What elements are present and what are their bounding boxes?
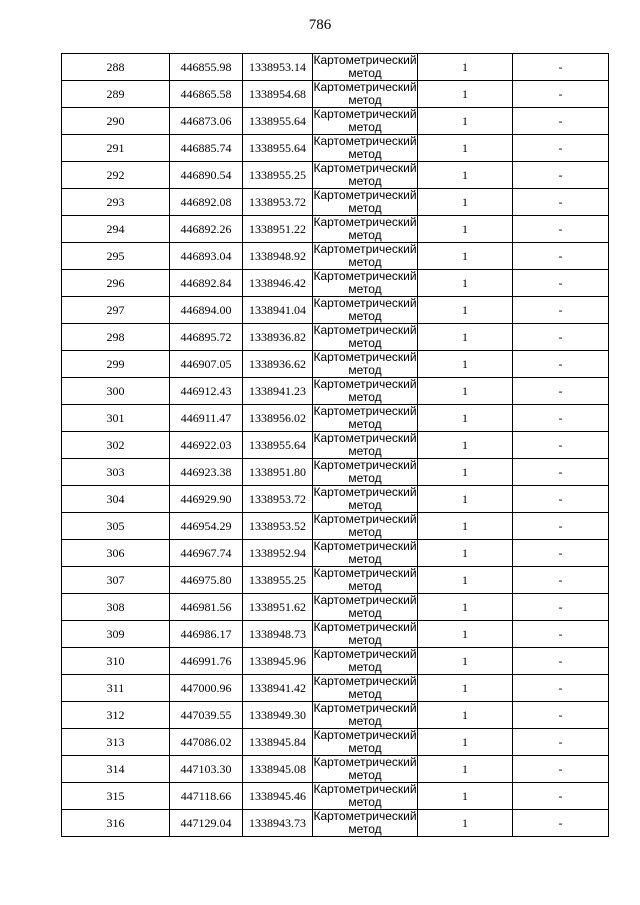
method-line-2: метод <box>348 120 382 134</box>
x-coordinate-cell: 446923.38 <box>170 459 243 486</box>
point-number-cell: 289 <box>62 81 170 108</box>
note-cell: - <box>513 432 609 459</box>
method-cell <box>313 486 418 513</box>
page-number: 786 <box>308 17 332 33</box>
point-number-cell: 300 <box>62 378 170 405</box>
y-coordinate-cell: 1338955.64 <box>243 432 313 459</box>
y-coordinate-cell: 1338955.25 <box>243 162 313 189</box>
note-cell: - <box>513 702 609 729</box>
table-row <box>62 702 609 729</box>
note-cell: - <box>513 756 609 783</box>
x-coordinate-cell: 446890.54 <box>170 162 243 189</box>
table-row <box>62 594 609 621</box>
method-line-2: метод <box>348 390 382 404</box>
y-coordinate-cell: 1338948.92 <box>243 243 313 270</box>
method-cell <box>313 756 418 783</box>
method-line-2: метод <box>348 255 382 269</box>
note-cell: - <box>513 810 609 837</box>
method-cell <box>313 405 418 432</box>
y-coordinate-cell: 1338955.64 <box>243 108 313 135</box>
x-coordinate-cell: 446865.58 <box>170 81 243 108</box>
note-cell: - <box>513 324 609 351</box>
x-coordinate-cell: 446892.26 <box>170 216 243 243</box>
method-cell <box>313 351 418 378</box>
method-line-1: Картометрический <box>313 809 417 823</box>
accuracy-cell: 1 <box>418 513 513 540</box>
method-cell <box>313 648 418 675</box>
note-cell: - <box>513 540 609 567</box>
method-line-2: метод <box>348 768 382 782</box>
x-coordinate-cell: 446892.08 <box>170 189 243 216</box>
method-cell <box>313 702 418 729</box>
coordinates-table <box>61 53 609 837</box>
note-cell: - <box>513 675 609 702</box>
y-coordinate-cell: 1338936.62 <box>243 351 313 378</box>
table-row <box>62 243 609 270</box>
point-number-cell: 299 <box>62 351 170 378</box>
table-row <box>62 135 609 162</box>
point-number-cell: 291 <box>62 135 170 162</box>
accuracy-cell: 1 <box>418 297 513 324</box>
x-coordinate-cell: 446911.47 <box>170 405 243 432</box>
method-line-2: метод <box>348 633 382 647</box>
method-line-1: Картометрический <box>313 674 417 688</box>
note-cell: - <box>513 621 609 648</box>
x-coordinate-cell: 446885.74 <box>170 135 243 162</box>
point-number-cell: 316 <box>62 810 170 837</box>
point-number-cell: 313 <box>62 729 170 756</box>
accuracy-cell: 1 <box>418 351 513 378</box>
y-coordinate-cell: 1338946.42 <box>243 270 313 297</box>
note-cell: - <box>513 567 609 594</box>
accuracy-cell: 1 <box>418 810 513 837</box>
method-line-2: метод <box>348 525 382 539</box>
x-coordinate-cell: 447118.66 <box>170 783 243 810</box>
y-coordinate-cell: 1338951.62 <box>243 594 313 621</box>
x-coordinate-cell: 446967.74 <box>170 540 243 567</box>
method-line-1: Картометрический <box>313 53 417 67</box>
point-number-cell: 294 <box>62 216 170 243</box>
method-line-2: метод <box>348 660 382 674</box>
method-cell <box>313 189 418 216</box>
note-cell: - <box>513 270 609 297</box>
table-row <box>62 108 609 135</box>
point-number-cell: 290 <box>62 108 170 135</box>
method-cell <box>313 540 418 567</box>
method-line-1: Картометрический <box>313 296 417 310</box>
method-line-1: Картометрический <box>313 215 417 229</box>
method-line-1: Картометрический <box>313 512 417 526</box>
x-coordinate-cell: 446975.80 <box>170 567 243 594</box>
y-coordinate-cell: 1338948.73 <box>243 621 313 648</box>
x-coordinate-cell: 446954.29 <box>170 513 243 540</box>
y-coordinate-cell: 1338941.23 <box>243 378 313 405</box>
accuracy-cell: 1 <box>418 756 513 783</box>
method-cell <box>313 567 418 594</box>
method-line-1: Картометрический <box>313 350 417 364</box>
method-line-2: метод <box>348 93 382 107</box>
y-coordinate-cell: 1338953.52 <box>243 513 313 540</box>
note-cell: - <box>513 108 609 135</box>
note-cell: - <box>513 243 609 270</box>
note-cell: - <box>513 648 609 675</box>
y-coordinate-cell: 1338945.96 <box>243 648 313 675</box>
table-row <box>62 675 609 702</box>
accuracy-cell: 1 <box>418 135 513 162</box>
method-cell <box>313 81 418 108</box>
method-line-2: метод <box>348 552 382 566</box>
table-row <box>62 459 609 486</box>
method-line-2: метод <box>348 282 382 296</box>
accuracy-cell: 1 <box>418 270 513 297</box>
method-line-2: метод <box>348 201 382 215</box>
point-number-cell: 304 <box>62 486 170 513</box>
method-line-2: метод <box>348 714 382 728</box>
method-line-2: метод <box>348 687 382 701</box>
method-line-2: метод <box>348 795 382 809</box>
point-number-cell: 292 <box>62 162 170 189</box>
table-row <box>62 297 609 324</box>
point-number-cell: 301 <box>62 405 170 432</box>
y-coordinate-cell: 1338951.22 <box>243 216 313 243</box>
method-line-1: Картометрический <box>313 242 417 256</box>
x-coordinate-cell: 446855.98 <box>170 54 243 81</box>
method-line-1: Картометрический <box>313 647 417 661</box>
table-row <box>62 648 609 675</box>
method-cell <box>313 729 418 756</box>
table-row <box>62 432 609 459</box>
table-row <box>62 783 609 810</box>
point-number-cell: 288 <box>62 54 170 81</box>
accuracy-cell: 1 <box>418 621 513 648</box>
x-coordinate-cell: 447086.02 <box>170 729 243 756</box>
method-line-2: метод <box>348 822 382 836</box>
point-number-cell: 309 <box>62 621 170 648</box>
x-coordinate-cell: 447039.55 <box>170 702 243 729</box>
method-cell <box>313 459 418 486</box>
accuracy-cell: 1 <box>418 648 513 675</box>
method-cell <box>313 216 418 243</box>
method-cell <box>313 54 418 81</box>
x-coordinate-cell: 447129.04 <box>170 810 243 837</box>
method-line-2: метод <box>348 228 382 242</box>
method-line-1: Картометрический <box>313 134 417 148</box>
point-number-cell: 303 <box>62 459 170 486</box>
table-row <box>62 351 609 378</box>
x-coordinate-cell: 446922.03 <box>170 432 243 459</box>
method-line-1: Картометрический <box>313 755 417 769</box>
note-cell: - <box>513 405 609 432</box>
table-row <box>62 324 609 351</box>
method-cell <box>313 621 418 648</box>
accuracy-cell: 1 <box>418 108 513 135</box>
note-cell: - <box>513 135 609 162</box>
accuracy-cell: 1 <box>418 702 513 729</box>
table-row <box>62 216 609 243</box>
point-number-cell: 311 <box>62 675 170 702</box>
method-line-1: Картометрический <box>313 593 417 607</box>
method-line-1: Картометрический <box>313 728 417 742</box>
method-line-1: Картометрический <box>313 431 417 445</box>
table-row <box>62 270 609 297</box>
point-number-cell: 295 <box>62 243 170 270</box>
accuracy-cell: 1 <box>418 405 513 432</box>
x-coordinate-cell: 446981.56 <box>170 594 243 621</box>
point-number-cell: 297 <box>62 297 170 324</box>
method-cell <box>313 513 418 540</box>
method-cell <box>313 135 418 162</box>
method-line-1: Картометрический <box>313 188 417 202</box>
table-row <box>62 162 609 189</box>
method-line-1: Картометрический <box>313 269 417 283</box>
y-coordinate-cell: 1338943.73 <box>243 810 313 837</box>
note-cell: - <box>513 486 609 513</box>
x-coordinate-cell: 447103.30 <box>170 756 243 783</box>
y-coordinate-cell: 1338945.84 <box>243 729 313 756</box>
method-cell <box>313 810 418 837</box>
method-line-2: метод <box>348 417 382 431</box>
accuracy-cell: 1 <box>418 378 513 405</box>
y-coordinate-cell: 1338949.30 <box>243 702 313 729</box>
method-line-1: Картометрический <box>313 566 417 580</box>
accuracy-cell: 1 <box>418 243 513 270</box>
method-cell <box>313 378 418 405</box>
table-row <box>62 567 609 594</box>
point-number-cell: 296 <box>62 270 170 297</box>
method-line-2: метод <box>348 606 382 620</box>
accuracy-cell: 1 <box>418 783 513 810</box>
method-line-2: метод <box>348 147 382 161</box>
note-cell: - <box>513 594 609 621</box>
note-cell: - <box>513 729 609 756</box>
method-line-1: Картометрический <box>313 458 417 472</box>
x-coordinate-cell: 446895.72 <box>170 324 243 351</box>
y-coordinate-cell: 1338955.25 <box>243 567 313 594</box>
accuracy-cell: 1 <box>418 729 513 756</box>
table-row <box>62 405 609 432</box>
x-coordinate-cell: 446991.76 <box>170 648 243 675</box>
point-number-cell: 314 <box>62 756 170 783</box>
method-line-2: метод <box>348 471 382 485</box>
accuracy-cell: 1 <box>418 81 513 108</box>
method-cell <box>313 432 418 459</box>
method-line-1: Картометрический <box>313 539 417 553</box>
y-coordinate-cell: 1338945.46 <box>243 783 313 810</box>
x-coordinate-cell: 446929.90 <box>170 486 243 513</box>
table-row <box>62 189 609 216</box>
y-coordinate-cell: 1338941.42 <box>243 675 313 702</box>
y-coordinate-cell: 1338953.72 <box>243 486 313 513</box>
x-coordinate-cell: 446893.04 <box>170 243 243 270</box>
accuracy-cell: 1 <box>418 162 513 189</box>
method-cell <box>313 108 418 135</box>
method-line-1: Картометрический <box>313 782 417 796</box>
accuracy-cell: 1 <box>418 594 513 621</box>
x-coordinate-cell: 446892.84 <box>170 270 243 297</box>
point-number-cell: 315 <box>62 783 170 810</box>
note-cell: - <box>513 216 609 243</box>
x-coordinate-cell: 447000.96 <box>170 675 243 702</box>
y-coordinate-cell: 1338951.80 <box>243 459 313 486</box>
coordinates-table-body <box>62 54 609 837</box>
accuracy-cell: 1 <box>418 540 513 567</box>
note-cell: - <box>513 783 609 810</box>
accuracy-cell: 1 <box>418 189 513 216</box>
point-number-cell: 310 <box>62 648 170 675</box>
x-coordinate-cell: 446907.05 <box>170 351 243 378</box>
note-cell: - <box>513 162 609 189</box>
method-cell <box>313 270 418 297</box>
method-line-2: метод <box>348 444 382 458</box>
method-line-2: метод <box>348 363 382 377</box>
method-line-1: Картометрический <box>313 107 417 121</box>
note-cell: - <box>513 459 609 486</box>
y-coordinate-cell: 1338941.04 <box>243 297 313 324</box>
method-line-1: Картометрический <box>313 377 417 391</box>
accuracy-cell: 1 <box>418 432 513 459</box>
table-row <box>62 378 609 405</box>
point-number-cell: 298 <box>62 324 170 351</box>
accuracy-cell: 1 <box>418 54 513 81</box>
method-line-2: метод <box>348 309 382 323</box>
y-coordinate-cell: 1338953.14 <box>243 54 313 81</box>
y-coordinate-cell: 1338953.72 <box>243 189 313 216</box>
table-row <box>62 486 609 513</box>
y-coordinate-cell: 1338955.64 <box>243 135 313 162</box>
note-cell: - <box>513 54 609 81</box>
accuracy-cell: 1 <box>418 459 513 486</box>
note-cell: - <box>513 81 609 108</box>
table-row <box>62 513 609 540</box>
point-number-cell: 312 <box>62 702 170 729</box>
method-line-1: Картометрический <box>313 323 417 337</box>
method-line-1: Картометрический <box>313 161 417 175</box>
x-coordinate-cell: 446894.00 <box>170 297 243 324</box>
y-coordinate-cell: 1338956.02 <box>243 405 313 432</box>
note-cell: - <box>513 378 609 405</box>
point-number-cell: 308 <box>62 594 170 621</box>
table-row <box>62 756 609 783</box>
method-line-2: метод <box>348 741 382 755</box>
y-coordinate-cell: 1338954.68 <box>243 81 313 108</box>
table-row <box>62 81 609 108</box>
method-line-1: Картометрический <box>313 620 417 634</box>
x-coordinate-cell: 446986.17 <box>170 621 243 648</box>
table-row <box>62 54 609 81</box>
table-row <box>62 729 609 756</box>
point-number-cell: 306 <box>62 540 170 567</box>
method-line-2: метод <box>348 498 382 512</box>
accuracy-cell: 1 <box>418 567 513 594</box>
accuracy-cell: 1 <box>418 675 513 702</box>
note-cell: - <box>513 189 609 216</box>
method-cell <box>313 297 418 324</box>
note-cell: - <box>513 351 609 378</box>
method-cell <box>313 594 418 621</box>
method-cell <box>313 243 418 270</box>
accuracy-cell: 1 <box>418 216 513 243</box>
accuracy-cell: 1 <box>418 324 513 351</box>
method-cell <box>313 324 418 351</box>
method-line-1: Картометрический <box>313 701 417 715</box>
point-number-cell: 302 <box>62 432 170 459</box>
point-number-cell: 305 <box>62 513 170 540</box>
note-cell: - <box>513 513 609 540</box>
point-number-cell: 307 <box>62 567 170 594</box>
method-line-2: метод <box>348 66 382 80</box>
point-number-cell: 293 <box>62 189 170 216</box>
x-coordinate-cell: 446873.06 <box>170 108 243 135</box>
method-cell <box>313 675 418 702</box>
method-line-2: метод <box>348 336 382 350</box>
method-line-2: метод <box>348 579 382 593</box>
method-cell <box>313 162 418 189</box>
y-coordinate-cell: 1338952.94 <box>243 540 313 567</box>
method-cell <box>313 783 418 810</box>
method-line-2: метод <box>348 174 382 188</box>
method-line-1: Картометрический <box>313 80 417 94</box>
table-row <box>62 540 609 567</box>
y-coordinate-cell: 1338945.08 <box>243 756 313 783</box>
note-cell: - <box>513 297 609 324</box>
method-line-1: Картометрический <box>313 485 417 499</box>
table-row <box>62 621 609 648</box>
y-coordinate-cell: 1338936.82 <box>243 324 313 351</box>
method-line-1: Картометрический <box>313 404 417 418</box>
table-row <box>62 810 609 837</box>
x-coordinate-cell: 446912.43 <box>170 378 243 405</box>
accuracy-cell: 1 <box>418 486 513 513</box>
